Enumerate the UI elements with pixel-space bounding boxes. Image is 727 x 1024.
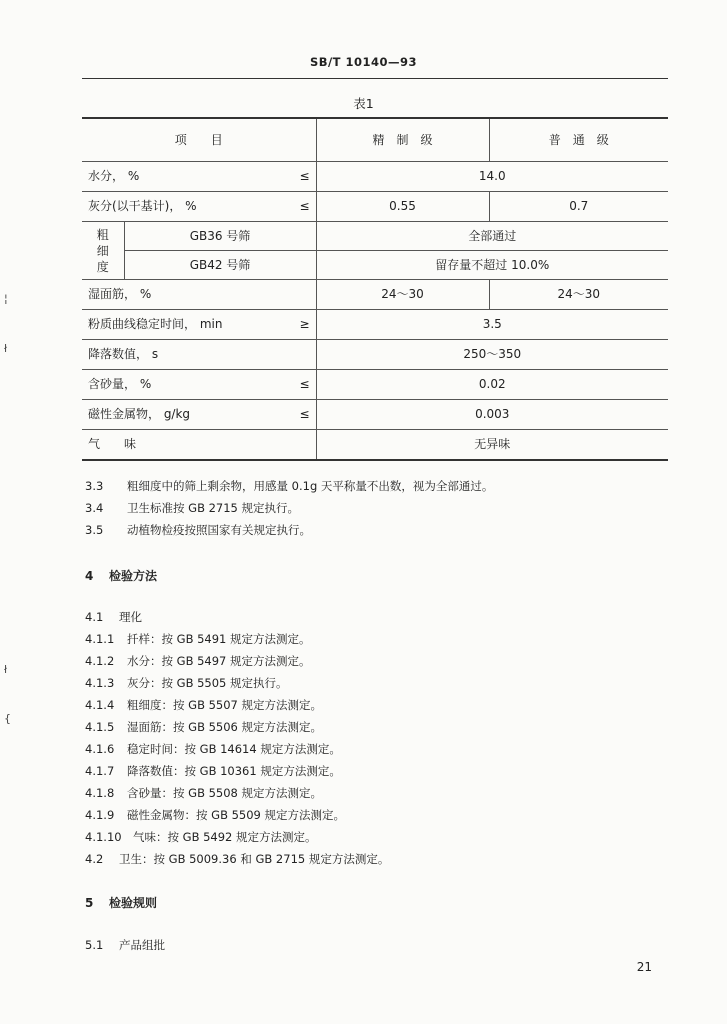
table-row bbox=[82, 400, 668, 430]
document-code-header: SB/T 10140—93 bbox=[309, 55, 418, 69]
row-value: 留存量不超过 10.0% bbox=[316, 251, 668, 280]
header-ordinary: 普 通 级 bbox=[489, 118, 668, 162]
header-item: 项 目 bbox=[82, 118, 316, 162]
row-label: 湿面筋， % bbox=[82, 280, 316, 310]
margin-mark: ¦ bbox=[4, 292, 8, 305]
inequality-symbol: ≤ bbox=[299, 377, 310, 391]
row-value: 0.02 bbox=[316, 370, 668, 400]
header-refined: 精 制 级 bbox=[316, 118, 489, 162]
row-label: 磁性金属物， g/kg ≤ bbox=[82, 400, 316, 430]
row-value: 0.003 bbox=[316, 400, 668, 430]
table-header-row bbox=[82, 118, 668, 162]
row-value-ordinary: 24～30 bbox=[489, 280, 668, 310]
inequality-symbol: ≥ bbox=[299, 317, 310, 331]
header-rule bbox=[82, 78, 668, 79]
fineness-group-label: 粗 细 度 bbox=[82, 222, 124, 280]
table-row bbox=[82, 162, 668, 192]
clause-4-1-8: 4.1.8 含砂量：按 GB 5508 规定方法测定。 bbox=[85, 786, 323, 800]
margin-mark: ł bbox=[4, 342, 8, 355]
table-row bbox=[82, 340, 668, 370]
row-label: 粉质曲线稳定时间， min ≥ bbox=[82, 310, 316, 340]
row-value: 无异味 bbox=[316, 430, 668, 461]
clause-5-1: 5.1 产品组批 bbox=[85, 938, 165, 952]
clause-4-1-5: 4.1.5 湿面筋：按 GB 5506 规定方法测定。 bbox=[85, 720, 323, 734]
table-row bbox=[82, 192, 668, 222]
row-label: GB36 号筛 bbox=[124, 222, 316, 251]
row-value-ordinary: 0.7 bbox=[489, 192, 668, 222]
section-4-heading: 4 检验方法 bbox=[85, 569, 158, 583]
row-label: GB42 号筛 bbox=[124, 251, 316, 280]
clause-3-4: 3.4 卫生标准按 GB 2715 规定执行。 bbox=[85, 501, 300, 515]
row-value-refined: 24～30 bbox=[316, 280, 489, 310]
clause-3-3: 3.3 粗细度中的筛上剩余物，用感量 0.1g 天平称量不出数，视为全部通过。 bbox=[85, 479, 494, 493]
row-value: 全部通过 bbox=[316, 222, 668, 251]
clause-4-1: 4.1 理化 bbox=[85, 610, 142, 624]
table-row bbox=[82, 430, 668, 461]
section-5-heading: 5 检验规则 bbox=[85, 896, 158, 910]
clause-3-5: 3.5 动植物检疫按照国家有关规定执行。 bbox=[85, 523, 311, 537]
clause-4-1-2: 4.1.2 水分：按 GB 5497 规定方法测定。 bbox=[85, 654, 311, 668]
table-row bbox=[82, 280, 668, 310]
row-value: 14.0 bbox=[316, 162, 668, 192]
margin-mark: ł bbox=[4, 663, 8, 676]
table-title: 表1 bbox=[353, 96, 374, 111]
table-row bbox=[82, 251, 668, 280]
clause-4-1-10: 4.1.10 气味：按 GB 5492 规定方法测定。 bbox=[85, 830, 317, 844]
clause-4-1-1: 4.1.1 扦样：按 GB 5491 规定方法测定。 bbox=[85, 632, 311, 646]
row-value: 3.5 bbox=[316, 310, 668, 340]
table-row bbox=[82, 222, 668, 251]
table-row bbox=[82, 370, 668, 400]
clause-4-1-3: 4.1.3 灰分：按 GB 5505 规定执行。 bbox=[85, 676, 288, 690]
clause-4-2: 4.2 卫生：按 GB 5009.36 和 GB 2715 规定方法测定。 bbox=[85, 852, 390, 866]
spec-table bbox=[82, 117, 668, 461]
inequality-symbol: ≤ bbox=[299, 169, 310, 183]
row-label: 降落数值， s bbox=[82, 340, 316, 370]
inequality-symbol: ≤ bbox=[299, 199, 310, 213]
inequality-symbol: ≤ bbox=[299, 407, 310, 421]
clause-4-1-9: 4.1.9 磁性金属物：按 GB 5509 规定方法测定。 bbox=[85, 808, 346, 822]
page-number: 21 bbox=[636, 960, 652, 974]
row-label: 水分， % ≤ bbox=[82, 162, 316, 192]
clause-4-1-4: 4.1.4 粗细度：按 GB 5507 规定方法测定。 bbox=[85, 698, 323, 712]
table-row bbox=[82, 310, 668, 340]
row-label: 气 味 bbox=[82, 430, 316, 461]
row-label: 灰分(以干基计)， % ≤ bbox=[82, 192, 316, 222]
row-value: 250～350 bbox=[316, 340, 668, 370]
margin-mark: { bbox=[4, 712, 11, 725]
row-label: 含砂量， % ≤ bbox=[82, 370, 316, 400]
clause-4-1-6: 4.1.6 稳定时间：按 GB 14614 规定方法测定。 bbox=[85, 742, 341, 756]
row-value-refined: 0.55 bbox=[316, 192, 489, 222]
clause-4-1-7: 4.1.7 降落数值：按 GB 10361 规定方法测定。 bbox=[85, 764, 341, 778]
